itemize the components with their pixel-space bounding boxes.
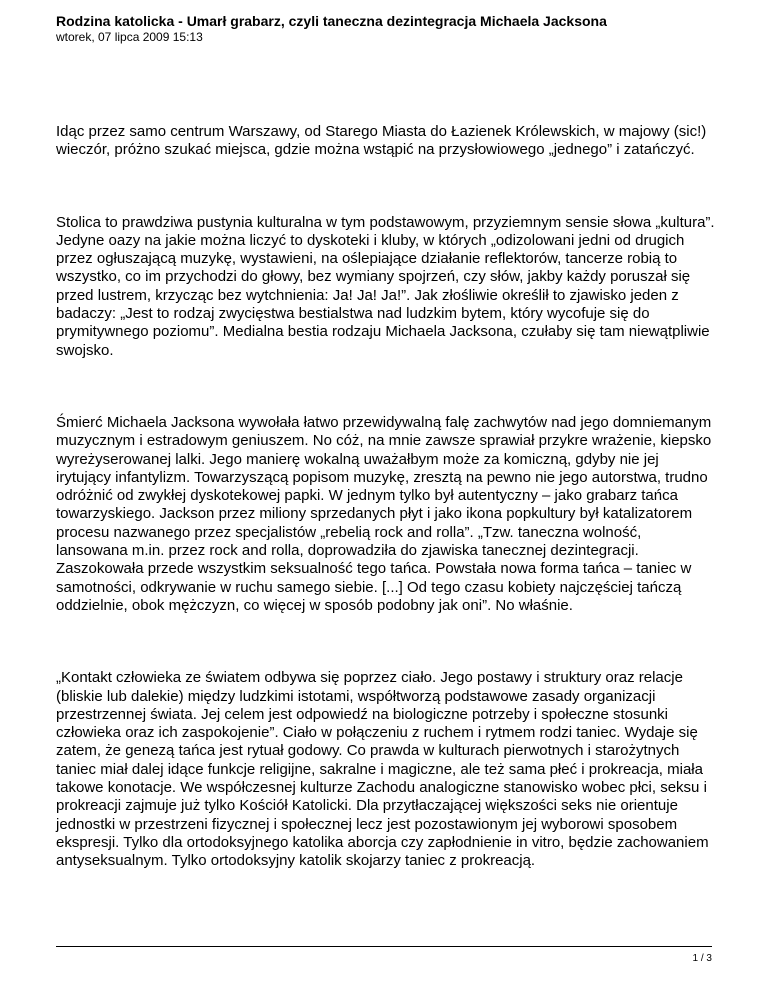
article-paragraph-1: Idąc przez samo centrum Warszawy, od Starego Miasta do Łazienek Królewskich, w majowy (sic!) wieczór, próżno szukać miejsca, gdzie można wstąpić na przysłowiowego „jednego” i zatańczyć. <box>56 123 707 159</box>
publication-date: wtorek, 07 lipca 2009 15:13 <box>56 30 203 44</box>
article-paragraph-4: „Kontakt człowieka ze światem odbywa się poprzez ciało. Jego postawy i struktury oraz relacje (bliskie lub dalekie) między ludzkimi istotami, współtworzą podstawowe zasady organizacji przestrzennej świata. Jej celem jest odpowiedź na biologiczne potrzeby i społeczne stosunki człowieka oraz ich zaspokojenie”. Ciało w połączeniu z ruchem i rytmem rodzi taniec. Wydaje się zatem, że genezą tańca jest rytuał godowy. Co prawda w kulturach pierwotnych i starożytnych taniec miał dalej idące funkcje religijne, sakralne i magiczne, ale też sama płeć i prokreacja, miała takowe konotacje. We współczesnej kulturze Zachodu analogiczne stanowisko wobec płci, seksu i prokreacji zajmuje już tylko Kościół Katolicki. Dla przytłaczającej większości seks nie orientuje jednostki w przestrzeni fizycznej i społecznej lecz jest pozostawionym jej wyborowi sposobem ekspresji. Tylko dla ortodoksyjnego katolika aborcja czy zapłodnienie in vitro, będzie zachowaniem antyseksualnym. Tylko ortodoksyjny katolik skojarzy taniec z prokreacją. <box>56 669 709 870</box>
article-paragraph-3: Śmierć Michaela Jacksona wywołała łatwo przewidywalną falę zachwytów nad jego domniemanym muzycznym i estradowym geniuszem. No cóż, na mnie zawsze sprawiał przykre wrażenie, kiepsko wyreżyserowanej lalki. Jego manierę wokalną uważałbym może za komiczną, gdyby nie jej irytujący infantylizm. Towarzyszącą popisom muzykę, zresztą na pewno nie jego autorstwa, trudno odróżnić od zwykłej dyskotekowej papki. W jednym tylko był autentyczny – jako grabarz tańca towarzyskiego. Jackson przez miliony sprzedanych płyt i jako ikona popkultury był katalizatorem procesu nazwanego przez specjalistów „rebelią rock and rolla”. „Tzw. taneczna wolność, lansowana m.in. przez rock and rolla, doprowadziła do zjawiska tanecznej dezintegracji. Zaszokowała przede wszystkim seksualność tego tańca. Powstała nowa forma tańca – taniec w samotności, odkrywanie w ruchu samego siebie. [...] Od tego czasu kobiety najczęściej tańczą oddzielnie, obok mężczyzn, co więcej w sposób podobny jak oni”. No właśnie. <box>56 413 712 614</box>
footer-divider <box>56 946 712 947</box>
article-body <box>56 123 716 871</box>
article-paragraph-2: Stolica to prawdziwa pustynia kulturalna w tym podstawowym, przyziemnym sensie słowa „kultura”. Jedyne oazy na jakie można liczyć to dyskoteki i kluby, w których „odizolowani jedni od drugich przez ogłuszającą muzykę, wystawieni, na oślepiające działanie reflektorów, tancerze robią to wszystko, co im przychodzi do głowy, bez wymiany spojrzeń, czy słów, jakby każdy poruszał się przed lustrem, krzycząc bez wytchnienia: Ja! Ja! Ja!”. Jak złośliwie określił to zjawisko jeden z badaczy: „Jest to rodzaj zwycięstwa bestialstwa nad ludzkim bytem, który wycofuje się do prymitywnego poziomu”. Medialna bestia rodzaju Michaela Jacksona, czułaby się tam niewątpliwie swojsko. <box>56 213 715 359</box>
page-title: Rodzina katolicka - Umarł grabarz, czyli taneczna dezintegracja Michaela Jacksona <box>56 13 607 29</box>
page-number: 1 / 3 <box>692 953 712 964</box>
